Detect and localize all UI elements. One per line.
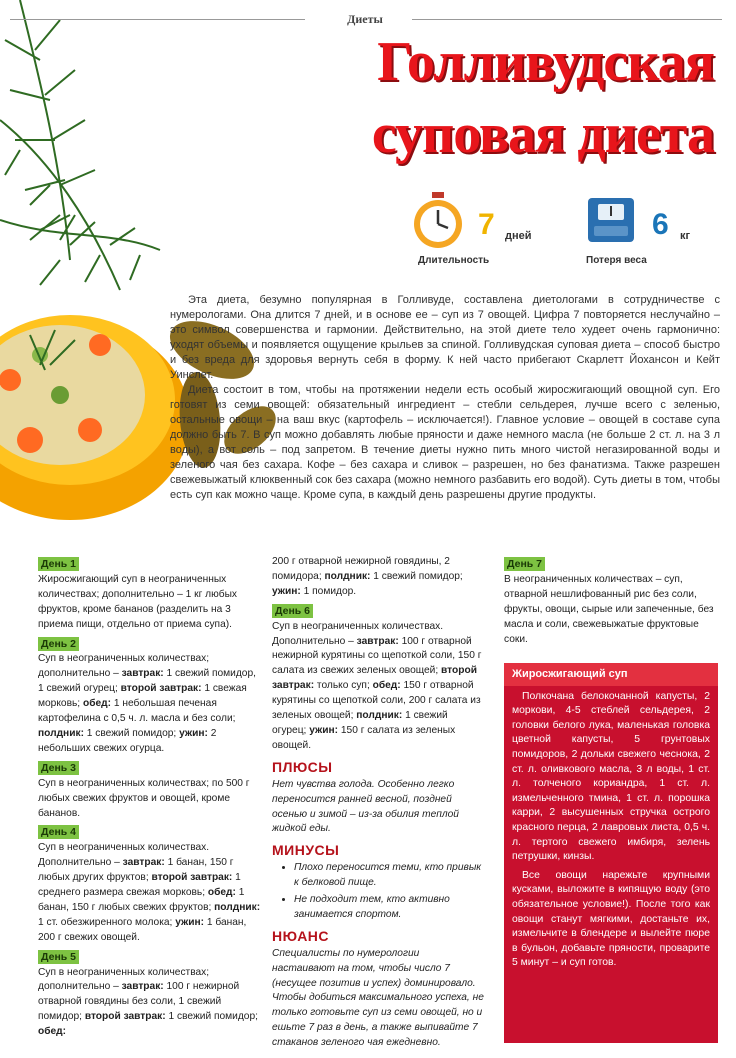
day-3-text: Суп в неограниченных количествах; по 500 г любых свежих фруктов и овощей, кроме бананов.: [38, 777, 250, 819]
pros-text: Нет чувства голода. Особенно легко переносится ранней весной, поздней осенью и зимой – из-за обилия теплой жидкой еды.: [272, 778, 459, 835]
day-5-label: День 5: [38, 950, 79, 964]
day-2-text: Суп в неограниченных количествах; дополнительно – завтрак: 1 свежий помидор, 1 свежий огурец; второй завтрак: 1 свежая морковь; обед: 1 небольшая печеная картофелина с 0,5 ч. л. масла и без соли; полдник: 1 свежий помидор; ужин: 2 небольших свежих огурца.: [38, 653, 256, 754]
scale-icon: [588, 198, 634, 242]
title-line-1: Голливудская: [377, 31, 714, 93]
day-5-text-part1: Суп в неограниченных количествах; дополнительно – завтрак: 100 г нежирной отварной говядины без соли, 1 свежий помидор; второй завтрак: 1 свежий помидор; обед:: [38, 966, 258, 1038]
recipe-ingredients: Полкочана белокочанной капусты, 2 моркови, 4-5 стеблей сельдерея, 2 головки белого лука, маленькая головка цветной капусты, 5 грунтовых помидоров, 2 дольки свежего чеснока, 2 ст. л. оливкового масла, 3 л воды, 1 ст. л. толченого кориандра, 1 ст. л. измельченного тмина, 1 ст. л. порошка карри, 2 высушенных стручка острого красного перца, 2 лавровых листа, 0,5 ч. л. тертого свежего имбиря, зелень петрушки, кинзы.: [512, 690, 710, 863]
header-rule-left: [10, 19, 305, 20]
header-rule-right: [412, 19, 722, 20]
day-3-label: День 3: [38, 761, 79, 775]
duration-caption: Длительность: [418, 255, 490, 266]
title-line-2: суповая диета: [371, 103, 714, 165]
intro-paragraph-2: Диета состоит в том, чтобы на протяжении недели есть особый жиросжигающий овощной суп. Его готовят из семи овощей: обязательный ингредиент – стебли сельдерея, лучше всего с зеленью, остальные овощи – на ваш вкус (картофель – исключается!). Главное условие – овощей в составе супа должно быть 7. В суп можно добавлять любые пряности и даже немного масла (не больше 2 ст. л. на 3 л воды), а вот соль – под запретом. В течение диеты нужно пить много чистой негазированной воды и зеленого чая без сахара. Кофе – без сахара и сливок – разрешен, но без фанатизма. Также разрешен свежевыжатый клюквенный сок без сахара (можно немного разбавить его водой). Суть диеты в том, чтобы есть суп как можно чаще. Кроме супа, в каждый день разрешены другие продукты.: [170, 384, 720, 501]
day-4-label: День 4: [38, 825, 79, 839]
day-4-text: Суп в неограниченных количествах. Дополнительно – завтрак: 1 банан, 150 г любых других фруктов; второй завтрак: 1 среднего размера свежая морковь; обед: 1 банан, 150 г любых свежих фруктов; полдник: 1 ст. обезжиренного молока; ужин: 1 банан, 200 г свежих овощей.: [38, 842, 261, 943]
cons-heading: МИНУСЫ: [272, 842, 340, 859]
day-1-text: Жиросжигающий суп в неограниченных количествах; дополнительно – 1 кг любых фруктов, кроме бананов (разделить на 3 приема пищи, отдельно от приема супа).: [38, 573, 238, 630]
cons-item: • Плохо переносится теми, кто привык к белковой пище.: [294, 861, 484, 891]
recipe-box: [504, 663, 718, 1043]
weight-loss-value: 6: [652, 208, 669, 241]
day-6-label: День 6: [272, 604, 313, 618]
weight-loss-caption: Потеря веса: [586, 255, 647, 266]
column-2: [272, 555, 484, 1051]
day-1-label: День 1: [38, 557, 79, 571]
day-5-text-part2: 200 г отварной нежирной говядины, 2 помидора; полдник: 1 свежий помидор; ужин: 1 помидор.: [272, 556, 463, 597]
column-1: [38, 555, 263, 1042]
recipe-title: Жиросжигающий суп: [504, 663, 718, 686]
cons-item: • Не подходит тем, кто активно занимается спортом.: [294, 893, 484, 923]
day-7-label: День 7: [504, 557, 545, 571]
cons-list: [272, 861, 484, 923]
recipe-body: [504, 686, 718, 971]
dill-sprig-icon: [0, 0, 160, 290]
day-7-text: В неограниченных количествах – суп, отварной нешлифованный рис без соли, фрукты, овощи, сырые или запеченные, без масла и соли, свежевыжатые фруктовые соки.: [504, 573, 714, 645]
column-3: [504, 555, 716, 649]
nuance-text: Специалисты по нумерологии настаивают на том, чтобы число 7 (несущее позитив и успех) доминировало. Чтобы добиться максимального успеха, не только готовьте суп из семи овощей, но и ешьте 7 раз в день, а также выпивайте 7 стаканов зеленого чая ежедневно.: [272, 947, 484, 1049]
section-label: Диеты: [347, 12, 383, 26]
day-2-label: День 2: [38, 637, 79, 651]
pros-heading: ПЛЮСЫ: [272, 758, 333, 775]
duration-value: 7: [478, 208, 495, 241]
weight-loss-unit: кг: [680, 230, 691, 242]
day-6-text: Суп в неограниченных количествах. Дополнительно – завтрак: 100 г отварной нежирной курятины со щепоткой соли, 150 г салата из свежих зеленых овощей; второй завтрак: только суп; обед: 150 г отварной курятины со щепоткой соли, 200 г салата из зеленых овощей; полдник: 1 свежий огурец; ужин: 150 г салата из зеленых овощей.: [272, 620, 482, 751]
recipe-method: Все овощи нарежьте крупными кусками, выложите в кипящую воду (это обязательное условие!). После того как овощи станут мягкими, достаньте их, измельчите в блендере и вылейте пюре в бульон, добавьте пряности, проварите 5 минут – и суп готов.: [512, 869, 710, 969]
intro-paragraph-1: Эта диета, безумно популярная в Голливуде, составлена диетологами в сотрудничестве с нумерологами. Она длится 7 дней, и в основе ее – суп из 7 овощей. Цифра 7 повторяется неслучайно – это символ совершенства и гармонии. Действительно, на этой диете тело худеет очень гармонично: уходят объемы и появляется ощущение крыльев за спиной. Голливудская суповая диета – способ быстро и без вреда для здоровья вернуть себя в форму. К ней часто прибегают Скарлетт Йохансон и Кейт Уинслет.: [170, 294, 720, 381]
intro-text: [40, 293, 720, 503]
duration-unit: дней: [505, 230, 532, 242]
stopwatch-icon: [412, 192, 464, 250]
nuance-heading: НЮАНС: [272, 927, 330, 944]
